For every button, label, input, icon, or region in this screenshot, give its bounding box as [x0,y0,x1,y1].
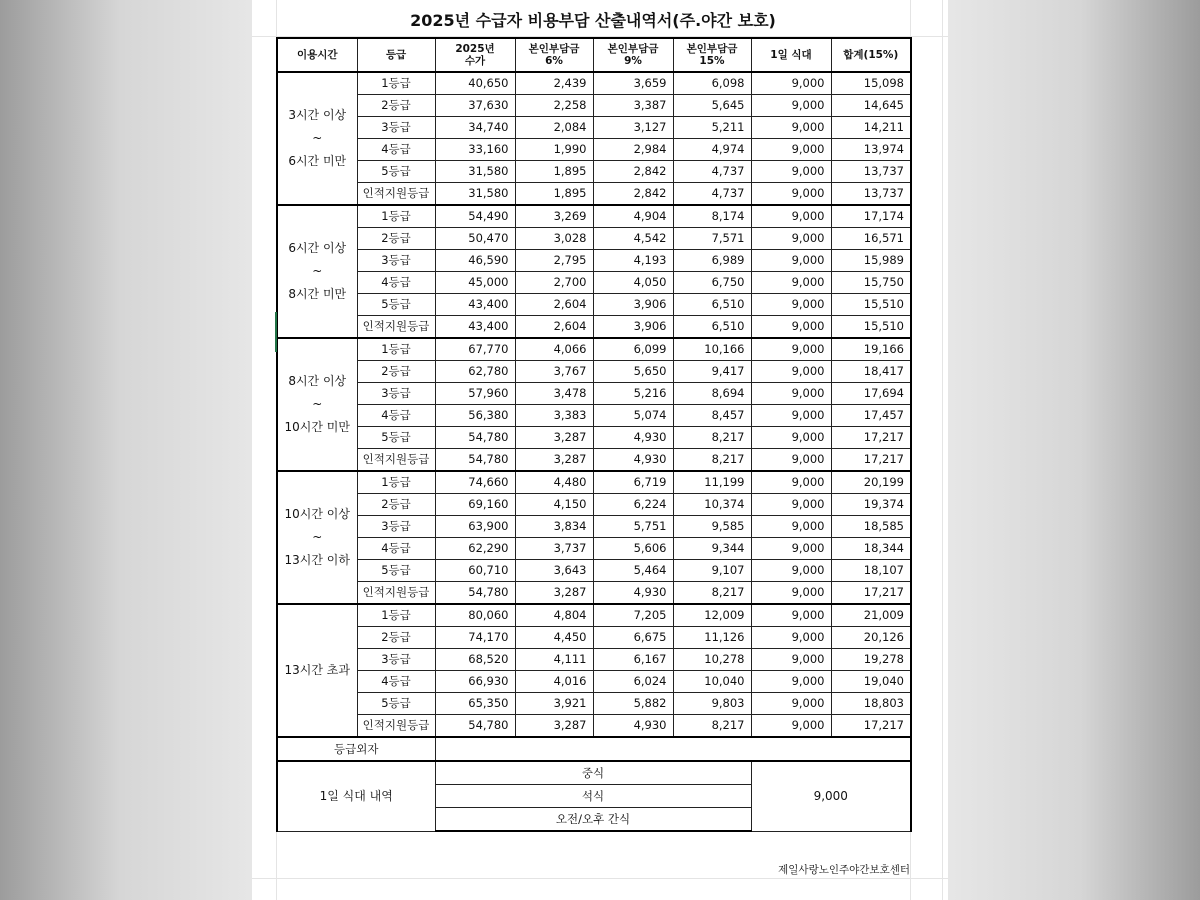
grade-cell[interactable]: 3등급 [357,250,435,272]
meal-cell[interactable]: 9,000 [751,72,831,95]
table-row [277,205,911,228]
table-row [277,538,911,560]
copay-9-cell[interactable]: 5,074 [593,405,673,427]
copay-6-cell[interactable]: 2,439 [515,72,593,95]
copay-6-cell[interactable]: 3,287 [515,715,593,738]
copay-6-cell[interactable]: 3,767 [515,361,593,383]
period-cell[interactable] [277,604,357,737]
fee-cell[interactable]: 80,060 [435,604,515,627]
copay-15-cell[interactable]: 4,737 [673,183,751,206]
table-row [277,316,911,339]
table-row [277,139,911,161]
meal-cell[interactable]: 9,000 [751,604,831,627]
copay-6-cell[interactable]: 4,066 [515,338,593,361]
fee-cell[interactable]: 31,580 [435,183,515,206]
period-text: ~ [312,264,323,278]
meal-cell[interactable]: 9,000 [751,715,831,738]
grade-cell[interactable]: 3등급 [357,383,435,405]
copay-15-cell[interactable]: 11,199 [673,471,751,494]
gridline [942,0,943,900]
table-row [277,715,911,738]
header-copay-15-line2: 15% [699,55,725,67]
grade-cell[interactable]: 2등급 [357,228,435,250]
copay-9-cell[interactable]: 4,904 [593,205,673,228]
meal-cell[interactable]: 9,000 [751,582,831,605]
grade-cell[interactable]: 4등급 [357,671,435,693]
header-fee-line1: 2025년 [455,43,495,55]
period-text: 13시간 초과 [284,663,350,677]
meal-amount[interactable]: 9,000 [751,761,911,831]
copay-6-cell[interactable]: 4,016 [515,671,593,693]
meal-cell[interactable]: 9,000 [751,95,831,117]
fee-cell[interactable]: 69,160 [435,494,515,516]
copay-9-cell[interactable]: 3,906 [593,294,673,316]
fee-cell[interactable]: 54,780 [435,715,515,738]
other-grade-empty-cell[interactable] [435,737,911,761]
table-row [277,117,911,139]
copay-9-cell[interactable]: 3,127 [593,117,673,139]
grade-cell[interactable]: 1등급 [357,72,435,95]
period-text: 3시간 이상 [288,108,347,122]
table-row [277,693,911,715]
total-cell[interactable]: 18,417 [831,361,911,383]
period-cell[interactable] [277,205,357,338]
fee-cell[interactable]: 54,780 [435,449,515,472]
table-row [277,294,911,316]
total-cell[interactable]: 14,211 [831,117,911,139]
fee-cell[interactable]: 40,650 [435,72,515,95]
fee-cell[interactable]: 33,160 [435,139,515,161]
copay-6-cell[interactable]: 3,834 [515,516,593,538]
meal-cell[interactable]: 9,000 [751,338,831,361]
period-text: ~ [312,397,323,411]
copay-6-cell[interactable]: 3,287 [515,427,593,449]
header-total[interactable]: 합계(15%) [831,38,911,72]
period-text: 8시간 미만 [288,287,347,301]
table-row [277,161,911,183]
total-cell[interactable]: 20,126 [831,627,911,649]
meal-cell[interactable]: 9,000 [751,139,831,161]
table-row [277,604,911,627]
copay-15-cell[interactable]: 9,344 [673,538,751,560]
total-cell[interactable]: 16,571 [831,228,911,250]
copay-15-cell[interactable]: 9,417 [673,361,751,383]
meal-cell[interactable]: 9,000 [751,427,831,449]
grade-cell[interactable]: 4등급 [357,272,435,294]
total-cell[interactable]: 20,199 [831,471,911,494]
copay-15-cell[interactable]: 6,510 [673,316,751,339]
copay-15-cell[interactable]: 6,750 [673,272,751,294]
fee-cell[interactable]: 57,960 [435,383,515,405]
grade-cell[interactable]: 1등급 [357,471,435,494]
fee-cell[interactable]: 68,520 [435,649,515,671]
table-row [277,228,911,250]
header-copay-6-line1: 본인부담금 [528,43,580,55]
table-row [277,516,911,538]
copay-15-cell[interactable]: 6,989 [673,250,751,272]
copay-15-cell[interactable]: 8,694 [673,383,751,405]
header-copay-6[interactable] [515,38,593,72]
copay-9-cell[interactable]: 5,650 [593,361,673,383]
grade-cell[interactable]: 1등급 [357,205,435,228]
fee-cell[interactable]: 60,710 [435,560,515,582]
grade-cell[interactable]: 4등급 [357,139,435,161]
period-cell[interactable] [277,338,357,471]
fee-cell[interactable]: 66,930 [435,671,515,693]
table-row [277,405,911,427]
copay-9-cell[interactable]: 4,050 [593,272,673,294]
copay-9-cell[interactable]: 6,719 [593,471,673,494]
fee-cell[interactable]: 45,000 [435,272,515,294]
table-row [277,383,911,405]
grade-cell[interactable]: 3등급 [357,516,435,538]
meal-cell[interactable]: 9,000 [751,671,831,693]
copay-6-cell[interactable]: 2,795 [515,250,593,272]
total-cell[interactable]: 19,040 [831,671,911,693]
table-row [277,72,911,95]
fee-cell[interactable]: 37,630 [435,95,515,117]
fee-table-body [277,38,911,831]
grade-cell[interactable]: 인적지원등급 [357,183,435,206]
copay-9-cell[interactable]: 5,882 [593,693,673,715]
copay-6-cell[interactable]: 3,737 [515,538,593,560]
meal-cell[interactable]: 9,000 [751,250,831,272]
meal-cell[interactable]: 9,000 [751,183,831,206]
copay-15-cell[interactable]: 8,217 [673,582,751,605]
total-cell[interactable]: 18,107 [831,560,911,582]
header-copay-15[interactable] [673,38,751,72]
copay-9-cell[interactable]: 6,099 [593,338,673,361]
total-cell[interactable]: 17,217 [831,427,911,449]
table-row [277,560,911,582]
meal-row [277,761,911,785]
copay-6-cell[interactable]: 2,084 [515,117,593,139]
table-row [277,627,911,649]
total-cell[interactable]: 17,174 [831,205,911,228]
period-text: 6시간 이상 [288,241,347,255]
fee-cell[interactable]: 34,740 [435,117,515,139]
meal-cell[interactable]: 9,000 [751,161,831,183]
meal-cell[interactable]: 9,000 [751,538,831,560]
total-cell[interactable]: 13,737 [831,183,911,206]
fee-cell[interactable]: 46,590 [435,250,515,272]
copay-9-cell[interactable]: 7,205 [593,604,673,627]
fee-cell[interactable]: 43,400 [435,294,515,316]
header-copay-6-line2: 6% [545,55,563,67]
grade-cell[interactable]: 인적지원등급 [357,715,435,738]
grade-cell[interactable]: 5등급 [357,693,435,715]
grade-cell[interactable]: 5등급 [357,161,435,183]
total-cell[interactable]: 18,803 [831,693,911,715]
fee-cell[interactable]: 54,780 [435,582,515,605]
grade-cell[interactable]: 5등급 [357,560,435,582]
table-row [277,582,911,605]
grade-cell[interactable]: 2등급 [357,361,435,383]
copay-15-cell[interactable]: 8,217 [673,449,751,472]
copay-6-cell[interactable]: 3,269 [515,205,593,228]
fee-cell[interactable]: 74,170 [435,627,515,649]
fee-cell[interactable]: 63,900 [435,516,515,538]
copay-9-cell[interactable]: 5,606 [593,538,673,560]
grade-cell[interactable]: 5등급 [357,427,435,449]
total-cell[interactable]: 19,166 [831,338,911,361]
copay-6-cell[interactable]: 2,258 [515,95,593,117]
copay-15-cell[interactable]: 8,174 [673,205,751,228]
total-cell[interactable]: 15,989 [831,250,911,272]
header-grade[interactable]: 등급 [357,38,435,72]
grade-cell[interactable]: 3등급 [357,649,435,671]
total-cell[interactable]: 13,974 [831,139,911,161]
copay-15-cell[interactable]: 10,166 [673,338,751,361]
copay-15-cell[interactable]: 6,098 [673,72,751,95]
copay-6-cell[interactable]: 1,895 [515,183,593,206]
total-cell[interactable]: 15,098 [831,72,911,95]
copay-15-cell[interactable]: 9,585 [673,516,751,538]
fee-cell[interactable]: 54,780 [435,427,515,449]
fee-cell[interactable]: 43,400 [435,316,515,339]
copay-9-cell[interactable]: 3,906 [593,316,673,339]
total-cell[interactable]: 17,217 [831,715,911,738]
total-cell[interactable]: 14,645 [831,95,911,117]
total-cell[interactable]: 21,009 [831,604,911,627]
meal-cell[interactable]: 9,000 [751,471,831,494]
meal-cell[interactable]: 9,000 [751,228,831,250]
copay-6-cell[interactable]: 4,804 [515,604,593,627]
copay-9-cell[interactable]: 3,659 [593,72,673,95]
grade-cell[interactable]: 인적지원등급 [357,582,435,605]
grade-cell[interactable]: 1등급 [357,338,435,361]
grade-cell[interactable]: 2등급 [357,494,435,516]
other-grade-label[interactable]: 등급외자 [277,737,435,761]
copay-6-cell[interactable]: 1,895 [515,161,593,183]
fee-cell[interactable]: 54,490 [435,205,515,228]
copay-9-cell[interactable]: 4,193 [593,250,673,272]
meal-item[interactable]: 석식 [435,785,751,808]
meal-cell[interactable]: 9,000 [751,649,831,671]
header-copay-15-line1: 본인부담금 [686,43,738,55]
table-row [277,471,911,494]
total-cell[interactable]: 15,510 [831,294,911,316]
header-meal[interactable]: 1일 식대 [751,38,831,72]
copay-6-cell[interactable]: 3,478 [515,383,593,405]
fee-cell[interactable]: 65,350 [435,693,515,715]
copay-15-cell[interactable]: 4,737 [673,161,751,183]
copay-9-cell[interactable]: 2,984 [593,139,673,161]
total-cell[interactable]: 17,457 [831,405,911,427]
period-text: ~ [312,131,323,145]
copay-9-cell[interactable]: 4,930 [593,427,673,449]
total-cell[interactable]: 15,750 [831,272,911,294]
copay-9-cell[interactable]: 2,842 [593,183,673,206]
header-row [277,38,911,72]
grade-cell[interactable]: 2등급 [357,627,435,649]
fee-cell[interactable]: 74,660 [435,471,515,494]
copay-9-cell[interactable]: 5,751 [593,516,673,538]
total-cell[interactable]: 17,694 [831,383,911,405]
meal-section-label[interactable]: 1일 식대 내역 [277,761,435,831]
copay-6-cell[interactable]: 4,150 [515,494,593,516]
table-row [277,494,911,516]
header-copay-9-line1: 본인부담금 [607,43,659,55]
header-period[interactable]: 이용시간 [277,38,357,72]
copay-6-cell[interactable]: 1,990 [515,139,593,161]
fee-cell[interactable]: 50,470 [435,228,515,250]
period-text: 6시간 미만 [288,154,347,168]
total-cell[interactable]: 19,374 [831,494,911,516]
meal-cell[interactable]: 9,000 [751,294,831,316]
copay-15-cell[interactable]: 8,457 [673,405,751,427]
copay-15-cell[interactable]: 4,974 [673,139,751,161]
copay-9-cell[interactable]: 4,542 [593,228,673,250]
table-row [277,95,911,117]
copay-15-cell[interactable]: 10,278 [673,649,751,671]
header-fee-line2: 수가 [464,55,486,67]
period-cell[interactable] [277,72,357,205]
grade-cell[interactable]: 인적지원등급 [357,316,435,339]
grade-cell[interactable]: 4등급 [357,538,435,560]
other-grade-row [277,737,911,761]
meal-cell[interactable]: 9,000 [751,494,831,516]
meal-cell[interactable]: 9,000 [751,516,831,538]
meal-cell[interactable]: 9,000 [751,205,831,228]
copay-9-cell[interactable]: 2,842 [593,161,673,183]
gridline [252,878,948,879]
table-row [277,361,911,383]
table-row [277,272,911,294]
copay-9-cell[interactable]: 6,167 [593,649,673,671]
period-text: 10시간 미만 [284,420,350,434]
period-text: 13시간 이하 [284,553,350,567]
copay-6-cell[interactable]: 4,480 [515,471,593,494]
copay-15-cell[interactable]: 12,009 [673,604,751,627]
meal-cell[interactable]: 9,000 [751,560,831,582]
copay-15-cell[interactable]: 5,645 [673,95,751,117]
total-cell[interactable]: 17,217 [831,449,911,472]
total-cell[interactable]: 18,585 [831,516,911,538]
total-cell[interactable]: 18,344 [831,538,911,560]
header-fee[interactable] [435,38,515,72]
selected-cell-marker [275,312,277,352]
grade-cell[interactable]: 3등급 [357,117,435,139]
meal-item[interactable]: 오전/오후 간식 [435,808,751,832]
copay-15-cell[interactable]: 10,374 [673,494,751,516]
copay-9-cell[interactable]: 4,930 [593,449,673,472]
meal-cell[interactable]: 9,000 [751,627,831,649]
copay-6-cell[interactable]: 4,111 [515,649,593,671]
copay-6-cell[interactable]: 2,604 [515,316,593,339]
meal-item[interactable]: 중식 [435,761,751,785]
grade-cell[interactable]: 2등급 [357,95,435,117]
table-row [277,427,911,449]
document-title: 2025년 수급자 비용부담 산출내역서(주.야간 보호) [410,11,776,30]
copay-15-cell[interactable]: 5,211 [673,117,751,139]
period-cell[interactable] [277,471,357,604]
table-row [277,338,911,361]
period-text: 10시간 이상 [284,507,350,521]
grade-cell[interactable]: 인적지원등급 [357,449,435,472]
meal-cell[interactable]: 9,000 [751,361,831,383]
copay-15-cell[interactable]: 7,571 [673,228,751,250]
period-text: ~ [312,530,323,544]
grade-cell[interactable]: 4등급 [357,405,435,427]
copay-6-cell[interactable]: 3,383 [515,405,593,427]
table-row [277,449,911,472]
grade-cell[interactable]: 1등급 [357,604,435,627]
copay-15-cell[interactable]: 10,040 [673,671,751,693]
copay-6-cell[interactable]: 2,604 [515,294,593,316]
copay-9-cell[interactable]: 6,024 [593,671,673,693]
header-copay-9-line2: 9% [624,55,642,67]
copay-15-cell[interactable]: 6,510 [673,294,751,316]
meal-cell[interactable]: 9,000 [751,449,831,472]
table-row [277,649,911,671]
copay-6-cell[interactable]: 3,643 [515,560,593,582]
total-cell[interactable]: 17,217 [831,582,911,605]
table-row [277,250,911,272]
copay-9-cell[interactable]: 4,930 [593,582,673,605]
fee-cell[interactable]: 62,780 [435,361,515,383]
total-cell[interactable]: 15,510 [831,316,911,339]
copay-9-cell[interactable]: 6,224 [593,494,673,516]
meal-cell[interactable]: 9,000 [751,117,831,139]
fee-cell[interactable]: 62,290 [435,538,515,560]
fee-cell[interactable]: 67,770 [435,338,515,361]
copay-15-cell[interactable]: 11,126 [673,627,751,649]
meal-cell[interactable]: 9,000 [751,272,831,294]
copay-15-cell[interactable]: 8,217 [673,427,751,449]
grade-cell[interactable]: 5등급 [357,294,435,316]
copay-6-cell[interactable]: 3,287 [515,582,593,605]
copay-15-cell[interactable]: 8,217 [673,715,751,738]
copay-9-cell[interactable]: 5,464 [593,560,673,582]
copay-6-cell[interactable]: 3,028 [515,228,593,250]
copay-15-cell[interactable]: 9,803 [673,693,751,715]
copay-6-cell[interactable]: 2,700 [515,272,593,294]
center-name-footer: 제일사랑노인주야간보호센터 [778,864,910,876]
total-cell[interactable]: 13,737 [831,161,911,183]
copay-9-cell[interactable]: 6,675 [593,627,673,649]
meal-cell[interactable]: 9,000 [751,316,831,339]
copay-6-cell[interactable]: 4,450 [515,627,593,649]
copay-9-cell[interactable]: 5,216 [593,383,673,405]
meal-cell[interactable]: 9,000 [751,405,831,427]
copay-9-cell[interactable]: 3,387 [593,95,673,117]
table-row [277,183,911,206]
fee-cell[interactable]: 56,380 [435,405,515,427]
copay-15-cell[interactable]: 9,107 [673,560,751,582]
copay-6-cell[interactable]: 3,287 [515,449,593,472]
header-copay-9[interactable] [593,38,673,72]
copay-6-cell[interactable]: 3,921 [515,693,593,715]
total-cell[interactable]: 19,278 [831,649,911,671]
fee-table [276,37,912,832]
fee-cell[interactable]: 31,580 [435,161,515,183]
table-row [277,671,911,693]
period-text: 8시간 이상 [288,374,347,388]
meal-cell[interactable]: 9,000 [751,383,831,405]
copay-9-cell[interactable]: 4,930 [593,715,673,738]
meal-cell[interactable]: 9,000 [751,693,831,715]
spreadsheet-page [252,0,948,900]
